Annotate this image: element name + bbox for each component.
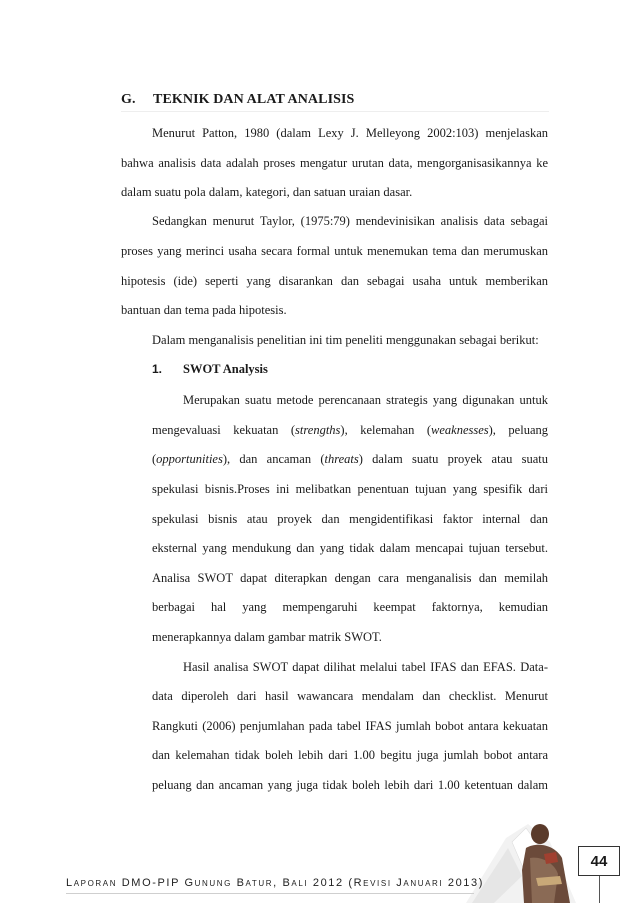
paragraph-line: dan kelemahan tidak boleh lebih dari 1.00 begitu juga jumlah bobot antara (152, 748, 548, 762)
subsection-number: 1. (152, 362, 163, 376)
paragraph-line: Analisa SWOT dapat diterapkan dengan cara menganalisis dan memilah (152, 571, 548, 585)
italic-term: strengths (295, 423, 341, 437)
paragraph-line: eksternal yang mendukung dan yang tidak dalam mencapai tujuan tersebut. (152, 541, 548, 555)
paragraph-line: berbagai hal yang mempengaruhi keempat faktornya, kemudian (152, 600, 548, 614)
paragraph-line: spekulasi bisnis.Proses ini melibatkan penentuan tujuan yang spesifik dari (152, 482, 548, 496)
paragraph-line: mengevaluasi kekuatan (strengths), kelemahan (weaknesses), peluang (152, 423, 549, 437)
paragraph-line: dalam suatu pola dalam, kategori, dan satuan uraian dasar. (121, 185, 413, 199)
italic-term: threats (324, 452, 359, 466)
paragraph-line: spekulasi bisnis atau proyek dan mengidentifikasi faktor internal dan (152, 512, 548, 526)
paragraph-line: Dalam menganalisis penelitian ini tim peneliti menggunakan sebagai berikut: (152, 333, 539, 347)
section-heading (121, 92, 549, 112)
paragraph-line: Rangkuti (2006) penjumlahan pada tabel IFAS jumlah bobot antara kekuatan (152, 719, 548, 733)
paragraph-line: menerapkannya dalam gambar matrik SWOT. (152, 630, 382, 644)
paragraph-line: bahwa analisis data adalah proses mengatur urutan data, mengorganisasikannya ke (121, 156, 548, 170)
paragraph-line: hipotesis (ide) seperti yang disarankan dan sebagai usaha untuk memberikan (121, 274, 548, 288)
section-title: TEKNIK DAN ALAT ANALISIS (153, 92, 355, 107)
paragraph-line: Menurut Patton, 1980 (dalam Lexy J. Melleyong 2002:103) menjelaskan (152, 126, 548, 140)
paragraph-line: peluang dan ancaman yang juga tidak boleh lebih dari 1.00 ketentuan dalam (152, 778, 548, 792)
footer-photo (466, 818, 576, 903)
paragraph-line: (opportunities), dan ancaman (threats) dalam suatu proyek atau suatu (152, 452, 548, 466)
subsection-heading (152, 362, 268, 377)
paragraph-line: proses yang merinci usaha secara formal untuk menemukan tema dan merumuskan (121, 244, 548, 258)
subsection-title: SWOT Analysis (183, 362, 268, 376)
footer-rule (66, 893, 474, 894)
paragraph-line: Merupakan suatu metode perencanaan strategis yang digunakan untuk (183, 393, 548, 407)
italic-term: weaknesses (431, 423, 489, 437)
paragraph-line: data diperoleh dari hasil wawancara mendalam dan checklist. Menurut (152, 689, 548, 703)
footer-title: Laporan DMO-PIP Gunung Batur, Bali 2012 (Revisi Januari 2013) (66, 877, 485, 889)
paragraph-line: Sedangkan menurut Taylor, (1975:79) mendevinisikan analisis data sebagai (152, 214, 548, 228)
paragraph-line: Hasil analisa SWOT dapat dilihat melalui tabel IFAS dan EFAS. Data- (183, 660, 548, 674)
page-number: 44 (578, 846, 620, 876)
section-number: G. (121, 92, 136, 107)
italic-term: opportunities (156, 452, 223, 466)
paragraph-line: bantuan dan tema pada hipotesis. (121, 303, 287, 317)
